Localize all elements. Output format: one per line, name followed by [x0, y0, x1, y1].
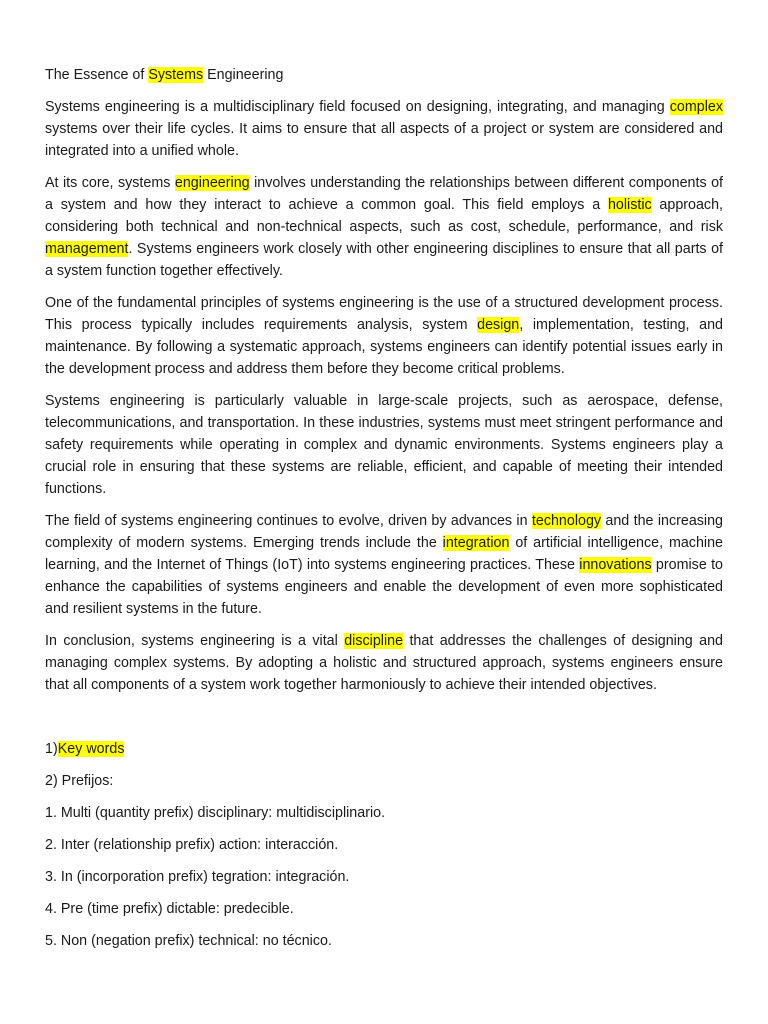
- highlight-management: management: [45, 241, 129, 257]
- highlight-key-words: Key words: [57, 741, 125, 757]
- highlight-integration: integration: [442, 535, 510, 551]
- key-words-heading: [45, 738, 723, 760]
- paragraph-text: At its core, systems: [45, 175, 175, 191]
- list-item: 5. Non (negation prefix) technical: no técnico.: [45, 933, 332, 949]
- paragraph-text: Systems engineering is a multidisciplinary field focused on designing, integrating, and managing: [45, 99, 670, 115]
- paragraph-text: systems over their life cycles. It aims to ensure that all aspects of a project or system are considered and integrated into a unified whole.: [45, 121, 723, 159]
- highlight-discipline: discipline: [344, 633, 404, 649]
- paragraph-text: Systems engineering is particularly valuable in large-scale projects, such as aerospace, defense, telecommunications, and transportation. In these industries, systems must meet stringent performance and safety requirements while operating in complex and dynamic environments. Systems engineers play a crucial role in ensuring that these systems are reliable, efficient, and capable of meeting their intended functions.: [45, 393, 723, 497]
- paragraph-5: [45, 510, 723, 620]
- list-item: 3. In (incorporation prefix) tegration: integración.: [45, 869, 350, 885]
- highlight-design: design: [477, 317, 520, 333]
- document-page: [45, 64, 723, 962]
- prefijos-heading: 2) Prefijos:: [45, 773, 114, 789]
- paragraph-6: [45, 630, 723, 696]
- prefix-list: [45, 802, 723, 952]
- document-title: [45, 64, 723, 86]
- highlight-innovations: innovations: [579, 557, 652, 573]
- highlight-systems: Systems: [148, 67, 204, 83]
- highlight-technology: technology: [531, 513, 602, 529]
- paragraph-2: [45, 172, 723, 282]
- highlight-complex: complex: [669, 99, 723, 115]
- list-item: 4. Pre (time prefix) dictable: predecible.: [45, 901, 294, 917]
- paragraph-text: . Systems engineers work closely with other engineering disciplines to ensure that all parts of a system function together effectively.: [45, 241, 723, 279]
- paragraph-1: [45, 96, 723, 162]
- paragraph-text: of artificial intelligence, machine learning, and the Internet of Things (IoT) into systems engineering practices. These: [45, 535, 723, 573]
- paragraph-text: In conclusion, systems engineering is a vital: [45, 633, 345, 649]
- spacer: [45, 706, 723, 738]
- paragraph-text: approach, considering both technical and non-technical aspects, such as cost, schedule, performance, and risk: [45, 197, 724, 235]
- paragraph-text: and the increasing complexity of modern systems. Emerging trends include the: [45, 513, 723, 551]
- paragraph-text: , implementation, testing, and maintenance. By following a systematic approach, systems engineers can identify potential issues early in the development process and address them before they become critical problems.: [45, 317, 723, 377]
- key-words-number: 1): [45, 741, 58, 757]
- paragraph-4: [45, 390, 723, 500]
- highlight-holistic: holistic: [607, 197, 652, 213]
- paragraph-text: One of the fundamental principles of systems engineering is the use of a structured development process. This process typically includes requirements analysis, system: [45, 295, 723, 333]
- paragraph-text: The field of systems engineering continues to evolve, driven by advances in: [45, 513, 532, 529]
- highlight-engineering: engineering: [174, 175, 250, 191]
- list-item: 2. Inter (relationship prefix) action: interacción.: [45, 837, 339, 853]
- title-text: The Essence of: [45, 67, 149, 83]
- paragraph-text: promise to enhance the capabilities of systems engineers and enable the development of even more sophisticated and resilient systems in the future.: [45, 557, 723, 617]
- title-text: Engineering: [203, 67, 284, 83]
- paragraph-3: [45, 292, 723, 380]
- paragraph-text: that addresses the challenges of designing and managing complex systems. By adopting a holistic and structured approach, systems engineers ensure that all components of a system work together harmoniously to achieve their intended objectives.: [45, 633, 723, 693]
- paragraph-text: involves understanding the relationships between different components of a system and how they interact to achieve a common goal. This field employs a: [45, 175, 723, 213]
- list-item: 1. Multi (quantity prefix) disciplinary: multidisciplinario.: [45, 805, 386, 821]
